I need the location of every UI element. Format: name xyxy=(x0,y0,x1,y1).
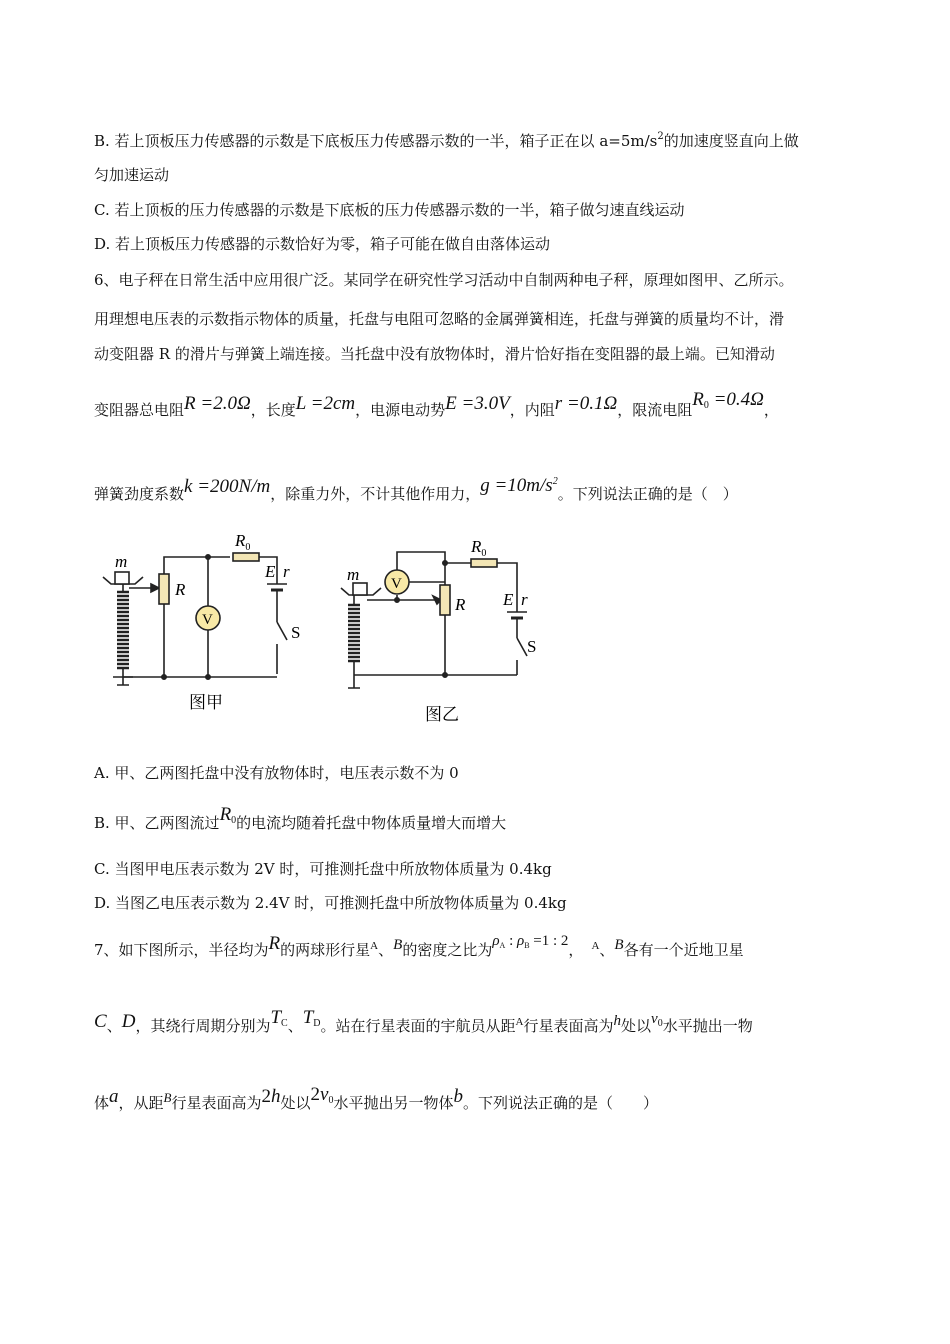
q7-stem-line3: 体a，从距B行星表面高为2h处以$2v_0$水平抛出另一物体b。下列说法正确的是（ ） xyxy=(94,1084,658,1112)
label-m: m xyxy=(347,565,360,584)
q6-stem-line3: 动变阻器 R 的滑片与弹簧上端连接。当托盘中没有放物体时，滑片恰好指在变阻器的最上端。已知滑动 xyxy=(94,345,775,363)
figure-a-circuit xyxy=(95,522,335,747)
q5-option-b-line2: 匀加速运动 xyxy=(94,166,170,184)
q5-option-c: C. 若上顶板的压力传感器的示数是下底板的压力传感器示数的一半，箱子做匀速直线运动 xyxy=(94,201,685,219)
label-r: r xyxy=(283,562,290,581)
math-r: r =0.1Ω xyxy=(554,393,618,414)
math-R: R =2.0Ω xyxy=(184,393,251,414)
math-R0: $R_0 =0.4\Omega$ xyxy=(692,389,764,411)
q6-option-b: B. 甲、乙两图流过$R_0$的电流均随着托盘中物体质量增大而增大 xyxy=(94,804,507,832)
label-R: R xyxy=(175,580,186,599)
q6-option-d: D. 当图乙电压表示数为 2.4V 时，可推测托盘中所放物体质量为 0.4kg xyxy=(94,894,567,912)
math-E: E =3.0V xyxy=(445,393,510,414)
rheostat-R xyxy=(440,585,450,615)
q6-stem-line1: 6、电子秤在日常生活中应用很广泛。某同学在研究性学习活动中自制两种电子秤，原理如图甲、乙所示。 xyxy=(94,271,794,289)
label-R0: $R_0$ xyxy=(235,531,251,553)
math-density-ratio: $\rho_A$ : $\rho_B =1$ : 2 xyxy=(492,933,569,950)
resistor-R0 xyxy=(233,553,259,561)
label-m: m xyxy=(115,552,128,571)
figure-b-circuit xyxy=(335,530,555,740)
resistor-R0 xyxy=(471,559,497,567)
figure-b-caption: 图乙 xyxy=(425,705,459,725)
spring-coil xyxy=(117,584,129,677)
q6-option-c: C. 当图甲电压表示数为 2V 时，可推测托盘中所放物体质量为 0.4kg xyxy=(94,860,552,878)
label-E: E xyxy=(503,590,514,609)
rheostat-R xyxy=(159,574,169,604)
label-V: V xyxy=(391,576,402,592)
label-V: V xyxy=(202,612,213,628)
label-r: r xyxy=(521,590,528,609)
q6-stem-line4: 变阻器总电阻R =2.0Ω，长度L =2cm，电源电动势E =3.0V，内阻r =0.1Ω，限流电阻$R_0 =0.4\Omega$， xyxy=(94,389,779,419)
q6-option-a: A. 甲、乙两图托盘中没有放物体时，电压表示数不为 0 xyxy=(94,764,459,782)
q6-stem-line5: 弹簧劲度系数k =200N/m，除重力外，不计其他作用力，$g =10m/s^2$。下列说法正确的是（ ） xyxy=(94,475,738,503)
label-S: S xyxy=(527,637,537,656)
label-S: S xyxy=(291,623,301,642)
label-E: E xyxy=(265,562,276,581)
figure-a-caption: 图甲 xyxy=(189,693,223,713)
q7-stem-line1: 7、如下图所示，半径均为R的两球形行星$^A$、B的密度之比为$\rho_A$ : $\rho_B =1$ : 2， $^A$、B各有一个近地卫星 xyxy=(94,933,744,959)
math-g: $g =10m/s^2$ xyxy=(480,475,558,496)
q6-stem-line2: 用理想电压表的示数指示物体的质量，托盘与电阻可忽略的金属弹簧相连，托盘与弹簧的质量均不计，滑 xyxy=(94,310,785,328)
q5-option-d: D. 若上顶板压力传感器的示数恰好为零，箱子可能在做自由落体运动 xyxy=(94,235,551,253)
label-R0: $R_0$ xyxy=(471,537,487,559)
q5-option-b-line1: B. 若上顶板压力传感器的示数是下底板压力传感器示数的一半，箱子正在以 $a=5m/s^2$的加速度竖直向上做 xyxy=(94,131,799,150)
math-L: L =2cm xyxy=(295,393,356,414)
label-R: R xyxy=(455,595,466,614)
math-k: k =200N/m xyxy=(184,476,271,497)
q7-stem-line2: C、D，其绕行周期分别为$T_C$、$T_D$。站在行星表面的宇航员从距$^A$行星表面高为h处以$v_0$水平抛出一物 xyxy=(94,1007,753,1035)
